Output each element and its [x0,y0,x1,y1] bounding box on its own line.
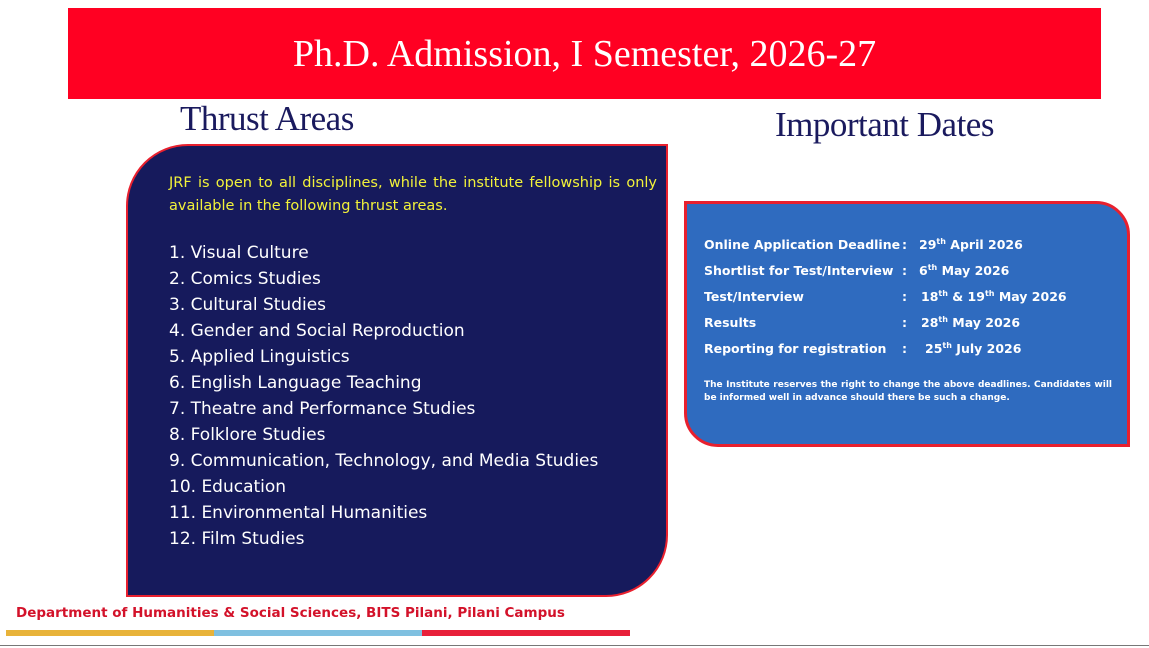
date-row-shortlist [704,259,1114,285]
deadline-change-note: The Institute reserves the right to change the above deadlines. Candidates will be informed well in advance should there be such a change. [704,380,1112,403]
list-item: 12. Film Studies [169,529,305,549]
date-label: Reporting for registration [704,341,887,356]
date-row-reporting [704,337,1114,363]
list-item: 8. Folklore Studies [169,425,326,445]
title-banner [68,8,1101,99]
list-item: 6. English Language Teaching [169,373,422,393]
page-title: Ph.D. Admission, I Semester, 2026-27 [292,32,877,75]
footer-color-bar-red [422,630,630,636]
list-item: 11. Environmental Humanities [169,503,428,523]
date-separator: : [902,315,907,330]
important-dates-panel [684,201,1130,447]
date-separator: : [902,263,907,278]
date-value: 18th & 19th May 2026 [921,289,1067,305]
list-item: 5. Applied Linguistics [169,347,350,367]
footer-divider [0,645,1149,646]
list-item: 3. Cultural Studies [169,295,327,315]
thrust-areas-heading: Thrust Areas [180,99,354,138]
list-item: 2. Comics Studies [169,269,321,289]
date-value: 29th April 2026 [919,237,1023,253]
date-row-results [704,311,1114,337]
thrust-intro-text: JRF is open to all disciplines, while the institute fellowship is only available in the following thrust areas. [169,175,657,214]
footer-color-bar-gold [6,630,214,636]
department-footer: Department of Humanities & Social Sciences, BITS Pilani, Pilani Campus [16,605,565,621]
date-label: Online Application Deadline [704,237,901,252]
date-row-test-interview [704,285,1114,311]
list-item: 1. Visual Culture [169,243,309,263]
date-label: Shortlist for Test/Interview [704,263,894,278]
thrust-areas-panel [126,144,668,597]
list-item: 7. Theatre and Performance Studies [169,399,476,419]
list-item: 10. Education [169,477,287,497]
thrust-areas-list [169,240,598,552]
date-separator: : [902,237,907,252]
footer-color-bar-blue [214,630,422,636]
date-row-application-deadline [704,233,1114,259]
dates-table [704,233,1114,363]
date-value: 6th May 2026 [919,263,1010,279]
date-value: 25th July 2026 [925,341,1022,357]
date-value: 28th May 2026 [921,315,1021,331]
date-separator: : [902,341,907,356]
date-label: Test/Interview [704,289,804,304]
list-item: 9. Communication, Technology, and Media Studies [169,451,599,471]
list-item: 4. Gender and Social Reproduction [169,321,465,341]
date-separator: : [902,289,907,304]
important-dates-heading: Important Dates [775,105,994,144]
date-label: Results [704,315,757,330]
